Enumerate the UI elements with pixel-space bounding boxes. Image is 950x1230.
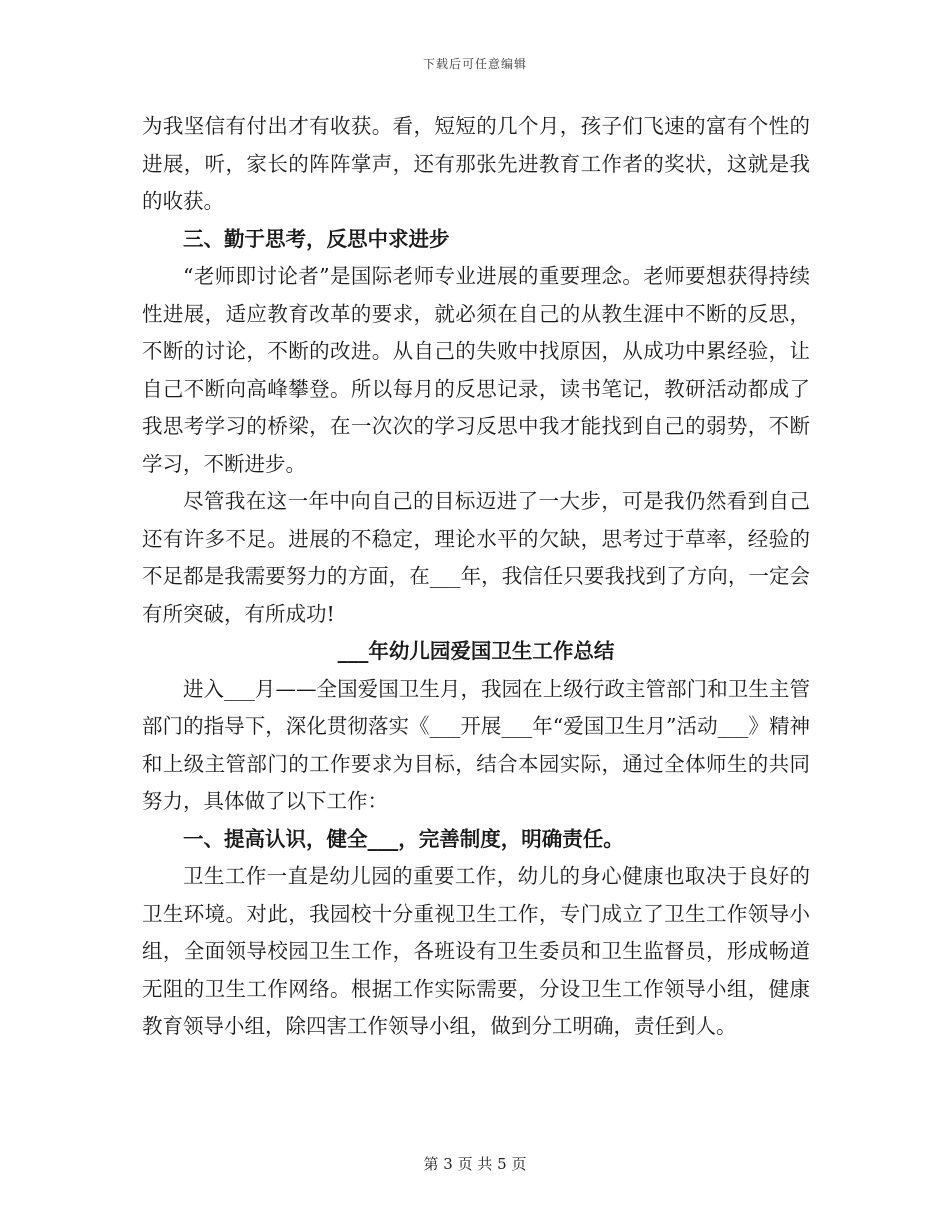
paragraph-hygiene-work: 卫生工作一直是幼儿园的重要工作，幼儿的身心健康也取决于良好的卫生环境。对此，我园校十分重视卫生工作，专门成立了卫生工作领导小组，全面领导校园卫生工作，各班设有卫生委员和卫生监督员，形成畅道无阻的卫生工作网络。根据工作实际需要，分设卫生工作领导小组，健康教育领导小组，除四害工作领导小组，做到分工明确，责任到人。 (142, 864, 810, 1038)
header-note: 下载后可任意编辑 (422, 57, 527, 71)
paragraph-shortcomings: 尽管我在这一年中向自己的目标迈进了一大步，可是我仍然看到自己还有许多不足。进展的不稳定，理论水平的欠缺，思考过于草率，经验的不足都是我需要努力的方面，在___年，我信任只要我找到了方向，一定会有所突破，有所成功! (142, 489, 810, 626)
paragraph-harvest: 为我坚信有付出才有收获。看，短短的几个月，孩子们飞速的富有个性的进展，听，家长的阵阵掌声，还有那张先进教育工作者的奖状，这就是我的收获。 (142, 114, 810, 213)
document-title: ___年幼儿园爱国卫生工作总结 (337, 639, 615, 663)
document-body (142, 108, 810, 1046)
paragraph-intro: 进入___月——全国爱国卫生月，我园在上级行政主管部门和卫生主管部门的指导下，深化贯彻落实《___开展___年“爱国卫生月”活动___》精神和上级主管部门的工作要求为目标，结合本园实际，通过全体师生的共同努力，具体做了以下工作： (142, 676, 810, 813)
paragraph-teacher-researcher: “老师即讨论者”是国际老师专业进展的重要理念。老师要想获得持续性进展，适应教育改革的要求，就必须在自己的从教生涯中不断的反思，不断的讨论，不断的改进。从自己的失败中找原因，从成功中累经验，让自己不断向高峰攀登。所以每月的反思记录，读书笔记，教研活动都成了我思考学习的桥梁，在一次次的学习反思中我才能找到自己的弱势，不断学习，不断进步。 (142, 264, 810, 476)
page-number: 第 3 页 共 5 页 (423, 1155, 527, 1173)
section-heading-awareness: 一、提高认识，健全___，完善制度，明确责任。 (183, 826, 624, 851)
section-heading-reflection: 三、勤于思考，反思中求进步 (183, 226, 450, 251)
